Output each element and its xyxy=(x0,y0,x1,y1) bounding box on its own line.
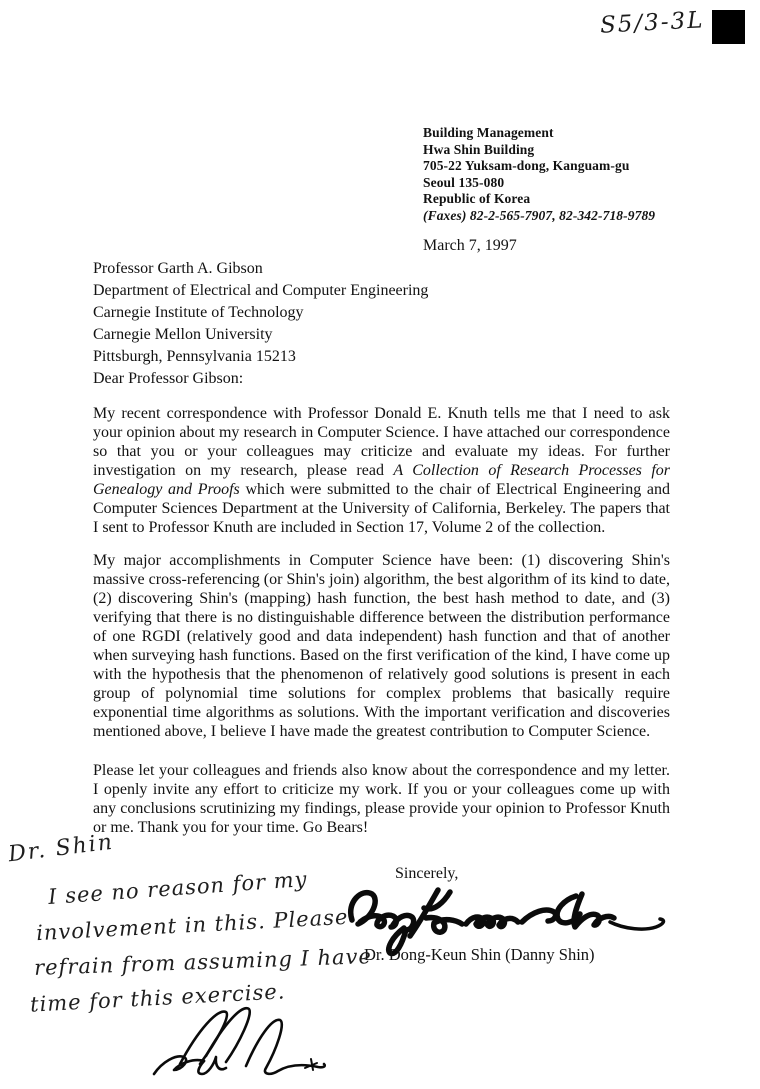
recipient-line: Carnegie Institute of Technology xyxy=(93,304,304,321)
paragraph-2: My major accomplishments in Computer Science have been: (1) discovering Shin's massive cross-referencing (or Shin's join) algorithm, the best algorithm of its kind to date, (2) discovering Shin's (mapping) hash function, the best hash method to date, and (3) verifying that there is no distinguishable difference between the distribution performance of one RGDI (relatively good and data independent) hash function and that of another when surveying hash functions. Based on the first verification of the kind, I have come up with the hypothesis that the phenomenon of relatively good solutions is present in each group of polynomial time solutions for complex problems that basically require exponential time algorithms as solutions. With the important verification and discoveries mentioned above, I believe I have made the greatest contribution to Computer Science. xyxy=(93,552,670,740)
annotation-line: time for this exercise. xyxy=(29,979,286,1017)
recipient-address xyxy=(93,258,428,368)
typed-signature-name: Dr. Dong-Keun Shin (Danny Shin) xyxy=(364,945,595,964)
paragraph-3: Please let your colleagues and friends also know about the correspondence and my letter. I openly invite any effort to criticize my work. If you or your colleagues come up with any conclusions scrutinizing my findings, please provide your opinion to Professor Knuth or me. Thank you for your time. Go Bears! xyxy=(93,762,670,836)
recipient-line: Pittsburgh, Pennsylvania 15213 xyxy=(93,348,296,365)
annotation-line: refrain from assuming I have xyxy=(33,944,373,980)
annotation-addressee: Dr. Shin xyxy=(6,829,116,868)
paragraph-1 xyxy=(93,404,670,537)
letterhead-line: Building Management xyxy=(423,125,554,140)
annotation-line: I see no reason for my xyxy=(47,866,309,910)
paragraph-1-text: which were submitted to the chair of Electrical Engineering and Computer Sciences Department at the University of California, Berkeley. The papers that I sent to Professor Knuth are included in Section 17, Volume 2 of the collection. xyxy=(93,481,670,536)
gibson-signature xyxy=(146,1000,336,1085)
recipient-line: Carnegie Mellon University xyxy=(93,326,273,343)
scan-corner-block xyxy=(712,10,745,44)
letterhead-line: Hwa Shin Building xyxy=(423,141,535,157)
valediction: Sincerely, xyxy=(395,865,459,882)
pen-tick-mark xyxy=(303,1056,321,1072)
recipient-line: Professor Garth A. Gibson xyxy=(93,260,263,277)
recipient-line: Department of Electrical and Computer Engineering xyxy=(93,282,429,299)
letterhead-line: Seoul 135-080 xyxy=(423,174,505,190)
date-line: March 7, 1997 xyxy=(423,237,517,254)
salutation: Dear Professor Gibson: xyxy=(93,370,244,387)
paragraph-1-text: My recent correspondence with Professor Donald E. Knuth tells me that I need to ask your opinion about my research in Computer Science. I have attached our correspondence so that you or your colleagues may criticize and evaluate my ideas. For further investigation on my research, please read xyxy=(93,405,670,479)
letterhead xyxy=(423,125,655,225)
scan-code-handwritten: S5/3-3L xyxy=(599,7,706,39)
letterhead-fax-line: (Faxes) 82-2-565-7907, 82-342-718-9789 xyxy=(423,207,656,223)
book-title: A Collection of Research Processes for Genealogy and Proofs xyxy=(93,462,670,498)
letterhead-line: Republic of Korea xyxy=(423,191,531,207)
letterhead-line: 705-22 Yuksam-dong, Kanguam-gu xyxy=(423,158,630,174)
annotation-line: involvement in this. Please xyxy=(35,904,349,946)
